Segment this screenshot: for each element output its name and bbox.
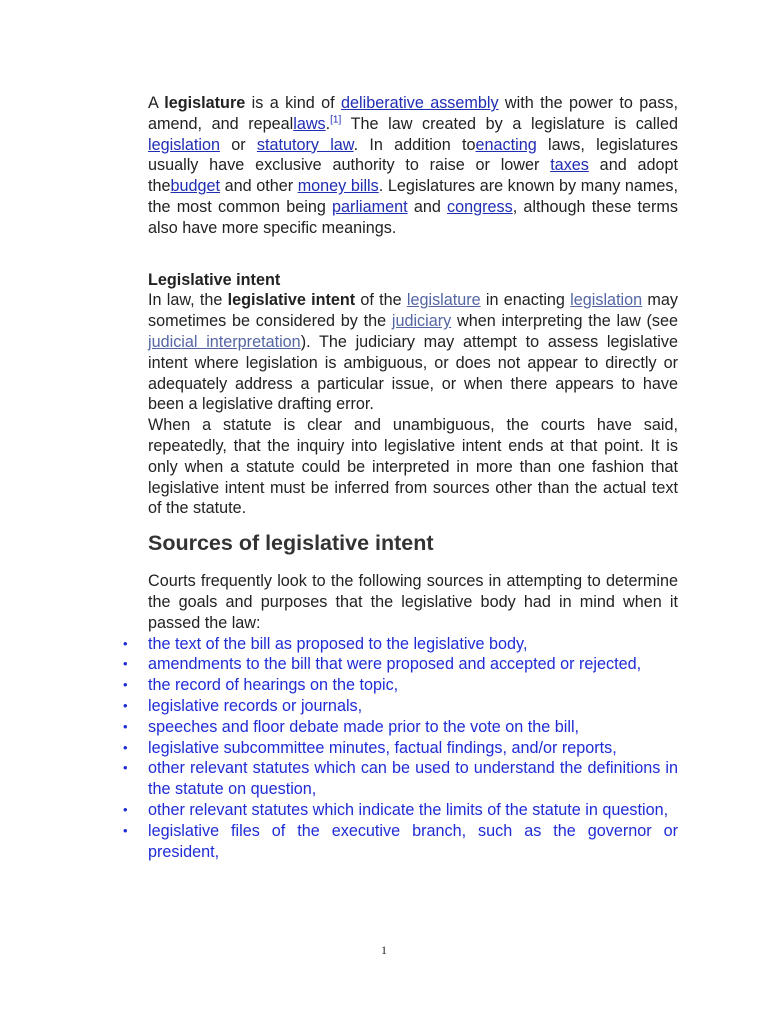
link-congress[interactable]: congress <box>447 197 513 216</box>
list-item: • legislative records or journals, <box>123 696 363 715</box>
link-judicial-interpretation[interactable]: judicial interpretation <box>148 332 301 351</box>
bullet-icon: • <box>123 760 128 776</box>
link-parliament[interactable]: parliament <box>332 197 408 216</box>
link-statutory-law[interactable]: statutory law <box>256 135 354 154</box>
section-heading-sources: Sources of legislative intent <box>148 531 434 556</box>
link-money-bills[interactable]: money bills <box>297 177 379 196</box>
bullet-icon: • <box>123 822 128 838</box>
link-legislation-2[interactable]: legislation <box>570 291 643 310</box>
bullet-icon: • <box>123 635 128 651</box>
bullet-icon: • <box>123 697 128 713</box>
list-item: • speeches and floor debate made prior to the vote on the bill, <box>123 717 580 736</box>
term-legislative-intent: legislative intent <box>227 291 356 310</box>
link-taxes[interactable]: taxes <box>550 156 589 175</box>
link-deliberative-assembly[interactable]: deliberative assembly <box>341 94 499 112</box>
link-laws[interactable]: laws <box>293 114 326 133</box>
list-item: • legislative files of the executive branch, such as the governor or president, <box>123 821 678 861</box>
list-item: • amendments to the bill that were proposed and accepted or rejected, <box>123 655 642 674</box>
intro-paragraph: A legislature is a kind of deliberative assembly with the power to pass, amend, and repeallaws.[1] The law created by a legislature is called legislation or statutory law. In addition toenacting laws, legislatures usually have exclusive authority to raise or lower taxes and adopt thebudget and other money bills. Legislatures are known by many names, the most common being parliament and congress, although these terms also have more specific meanings. <box>148 94 678 237</box>
list-item: • other relevant statutes which indicate the limits of the statute in question, <box>123 800 669 819</box>
link-budget[interactable]: budget <box>170 177 221 196</box>
intent-paragraph-2: When a statute is clear and unambiguous, the courts have said, repeatedly, that the inquiry into legislative intent ends at that point. It is only when a statute could be interpreted in more than one fashion that legislative intent must be inferred from sources other than the actual text of the statute. <box>148 416 678 518</box>
sources-list <box>123 634 678 863</box>
link-legislature[interactable]: legislature <box>406 291 481 310</box>
bullet-icon: • <box>123 718 128 734</box>
bullet-icon: • <box>123 801 128 817</box>
link-legislation[interactable]: legislation <box>148 135 220 154</box>
document-page <box>123 93 679 862</box>
list-item: • the text of the bill as proposed to the legislative body, <box>123 634 528 653</box>
page-number: 1 <box>381 943 387 957</box>
bullet-icon: • <box>123 739 128 755</box>
section-heading-legislative-intent: Legislative intent <box>148 270 281 289</box>
link-enacting[interactable]: enacting <box>475 135 537 154</box>
list-item: • the record of hearings on the topic, <box>123 676 399 695</box>
list-item: • legislative subcommittee minutes, factual findings, and/or reports, <box>123 738 617 757</box>
sources-intro: Courts frequently look to the following sources in attempting to determine the goals and purposes that the legislative body had in mind when it passed the law: <box>148 572 678 632</box>
intent-paragraph: In law, the legislative intent of the legislature in enacting legislation may sometimes be considered by the judiciary when interpreting the law (see judicial interpretation). The judiciary may attempt to assess legislative intent where legislation is ambiguous, or does not appear to directly or adequately address a particular issue, or when there appears to have been a legislative drafting error. <box>148 291 679 414</box>
list-item: • other relevant statutes which can be used to understand the definitions in the statute on question, <box>123 759 678 799</box>
bullet-icon: • <box>123 677 128 693</box>
bullet-icon: • <box>123 656 128 672</box>
footnote-ref[interactable]: [1] <box>330 114 342 126</box>
term-legislature: legislature <box>164 94 246 112</box>
link-judiciary[interactable]: judiciary <box>391 312 452 331</box>
